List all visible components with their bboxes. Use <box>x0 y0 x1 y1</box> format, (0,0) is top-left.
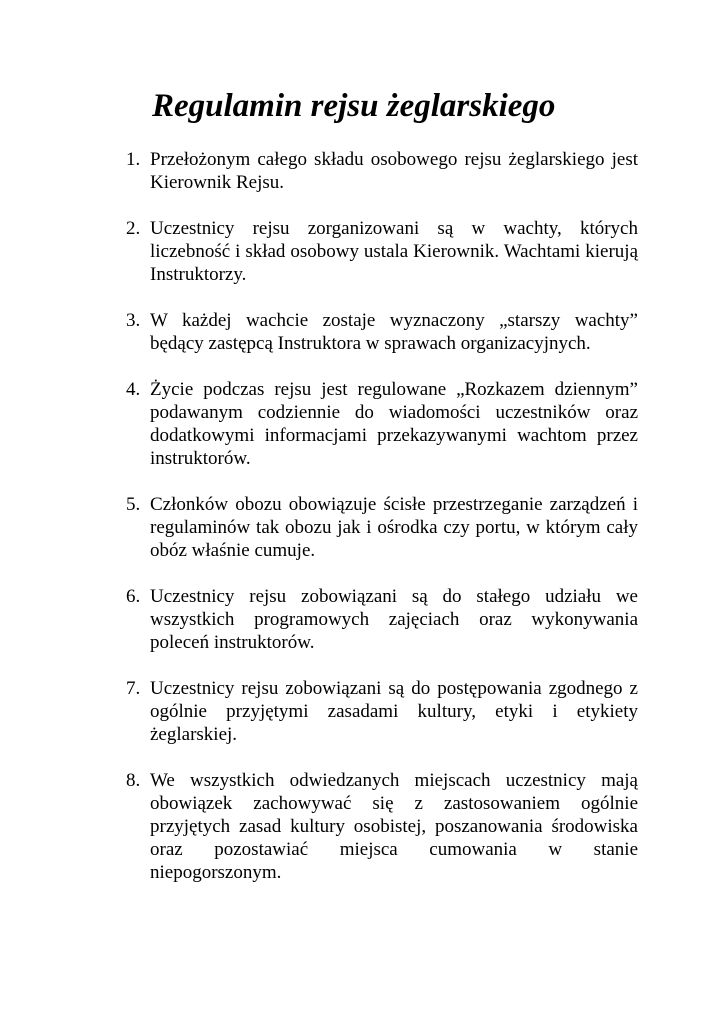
rule-number: 3. <box>126 310 141 331</box>
rule-item-2 <box>126 217 638 286</box>
rules-list <box>126 148 638 907</box>
rule-item-7 <box>126 677 638 746</box>
rule-item-8 <box>126 769 638 884</box>
rule-number: 7. <box>126 678 141 699</box>
rule-text: Uczestnicy rejsu zobowiązani są do stałego udziału we wszystkich programowych zajęciach oraz wykonywania poleceń instruktorów. <box>150 586 638 653</box>
rule-text: Przełożonym całego składu osobowego rejsu żeglarskiego jest Kierownik Rejsu. <box>150 149 638 193</box>
document-title: Regulamin rejsu żeglarskiego <box>152 88 556 124</box>
rule-number: 6. <box>126 586 141 607</box>
rule-text: Członków obozu obowiązuje ścisłe przestrzeganie zarządzeń i regulaminów tak obozu jak i ośrodka czy portu, w którym cały obóz właśnie cumuje. <box>150 494 638 561</box>
rule-number: 1. <box>126 149 141 170</box>
rule-number: 2. <box>126 218 141 239</box>
rule-item-1 <box>126 148 638 194</box>
rule-text: Życie podczas rejsu jest regulowane „Rozkazem dziennym” podawanym codziennie do wiadomości uczestników oraz dodatkowymi informacjami przekazywanymi wachtom przez instruktorów. <box>150 379 638 469</box>
rule-item-4 <box>126 378 638 470</box>
rule-item-6 <box>126 585 638 654</box>
rule-item-3 <box>126 309 638 355</box>
rule-number: 4. <box>126 379 141 400</box>
rule-number: 8. <box>126 770 141 791</box>
rule-item-5 <box>126 493 638 562</box>
rule-text: W każdej wachcie zostaje wyznaczony „starszy wachty” będący zastępcą Instruktora w sprawach organizacyjnych. <box>150 310 638 354</box>
rule-text: Uczestnicy rejsu zorganizowani są w wachty, których liczebność i skład osobowy ustala Kierownik. Wachtami kierują Instruktorzy. <box>150 218 638 285</box>
rule-number: 5. <box>126 494 141 515</box>
rule-text: Uczestnicy rejsu zobowiązani są do postępowania zgodnego z ogólnie przyjętymi zasadami kultury, etyki i etykiety żeglarskiej. <box>150 678 638 745</box>
rule-text: We wszystkich odwiedzanych miejscach uczestnicy mają obowiązek zachowywać się z zastosowaniem ogólnie przyjętych zasad kultury osobistej, poszanowania środowiska oraz pozostawiać miejsca cumowania w stanie niepogorszonym. <box>150 770 638 883</box>
